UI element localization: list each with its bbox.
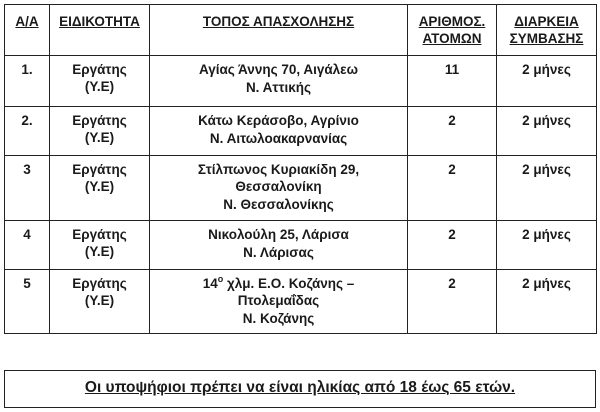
specialty-title: Εργάτης <box>72 276 127 291</box>
header-duration-line1: ΔΙΑΡΚΕΙΑ <box>514 14 579 29</box>
header-count <box>408 5 497 56</box>
row-location <box>150 221 408 270</box>
row-aa: 4 <box>5 221 50 270</box>
row-aa: 1. <box>5 56 50 107</box>
specialty-title: Εργάτης <box>72 62 127 77</box>
row-location <box>150 270 408 334</box>
specialty-level: (Υ.Ε) <box>84 79 115 94</box>
row-duration: 2 μήνες <box>497 221 597 270</box>
row-specialty <box>50 56 150 107</box>
ordinal-superscript: ο <box>217 274 224 284</box>
location-region: Ν. Αιτωλοακαρνανίας <box>209 131 348 146</box>
row-specialty <box>50 221 150 270</box>
row-count: 2 <box>408 221 497 270</box>
row-location <box>150 56 408 107</box>
row-count: 2 <box>408 107 497 156</box>
header-duration-line2: ΣΥΜΒΑΣΗΣ <box>509 31 584 46</box>
row-location <box>150 156 408 221</box>
row-duration: 2 μήνες <box>497 156 597 221</box>
location-region: Ν. Θεσσαλονίκης <box>223 197 334 212</box>
road-name: χλμ. Ε.Ο. Κοζάνης – <box>223 276 355 291</box>
age-requirement-notice: Οι υποψήφιοι πρέπει να είναι ηλικίας από 18 έως 65 ετών. <box>4 370 596 408</box>
location-address: Στίλπωνος Κυριακίδη 29, <box>197 162 360 177</box>
positions-table <box>4 4 597 334</box>
location-address: Κάτω Κεράσοβο, Αγρίνιο <box>198 113 359 128</box>
specialty-level: (Υ.Ε) <box>84 293 115 308</box>
specialty-title: Εργάτης <box>72 227 127 242</box>
specialty-level: (Υ.Ε) <box>84 130 115 145</box>
row-specialty <box>50 270 150 334</box>
header-row <box>5 5 597 56</box>
header-count-line2: ΑΤΟΜΩΝ <box>422 31 482 46</box>
specialty-title: Εργάτης <box>72 162 127 177</box>
header-specialty: ΕΙΔΙΚΟΤΗΤΑ <box>50 5 150 56</box>
table-row <box>5 221 597 270</box>
row-specialty <box>50 156 150 221</box>
row-aa: 2. <box>5 107 50 156</box>
row-duration: 2 μήνες <box>497 56 597 107</box>
location-region: Ν. Λάρισας <box>243 245 314 260</box>
row-count: 11 <box>408 56 497 107</box>
row-specialty <box>50 107 150 156</box>
row-aa: 3 <box>5 156 50 221</box>
location-address: Αγίας Άννης 70, Αιγάλεω <box>198 62 358 77</box>
header-location: ΤΟΠΟΣ ΑΠΑΣΧΟΛΗΣΗΣ <box>150 5 408 56</box>
location-address: Νικολούλη 25, Λάρισα <box>208 227 349 242</box>
km-number: 14 <box>202 276 218 291</box>
row-location <box>150 107 408 156</box>
header-aa: Α/Α <box>5 5 50 56</box>
header-duration <box>497 5 597 56</box>
table-row <box>5 270 597 334</box>
header-count-line1: ΑΡΙΘΜΟΣ. <box>418 14 486 29</box>
location-region: Ν. Κοζάνης <box>242 311 315 326</box>
location-address <box>152 275 405 292</box>
row-count: 2 <box>408 156 497 221</box>
row-count: 2 <box>408 270 497 334</box>
location-city: Θεσσαλονίκη <box>235 179 322 194</box>
row-aa: 5 <box>5 270 50 334</box>
specialty-level: (Υ.Ε) <box>84 244 115 259</box>
row-duration: 2 μήνες <box>497 107 597 156</box>
specialty-level: (Υ.Ε) <box>84 179 115 194</box>
table-row <box>5 107 597 156</box>
location-city: Πτολεμαΐδας <box>237 293 320 308</box>
table-row <box>5 56 597 107</box>
location-region: Ν. Αττικής <box>245 80 312 95</box>
specialty-title: Εργάτης <box>72 113 127 128</box>
table-row <box>5 156 597 221</box>
row-duration: 2 μήνες <box>497 270 597 334</box>
